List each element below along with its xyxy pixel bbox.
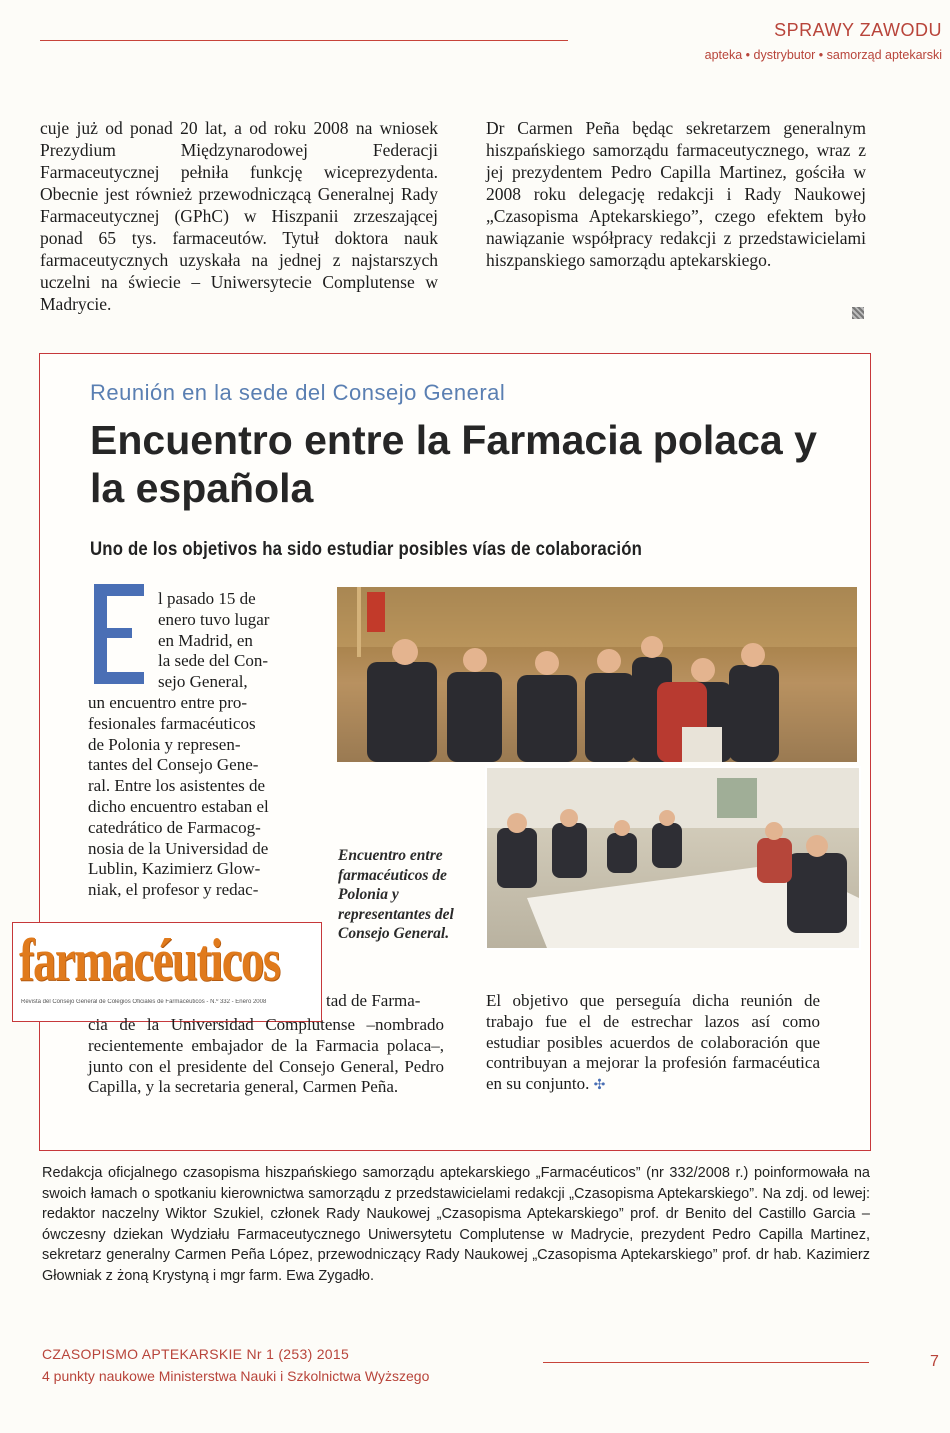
body-line: Lublin, Kazimierz Glow- xyxy=(88,859,261,879)
body-line: niak, el profesor y redac- xyxy=(88,880,259,900)
article-kicker: Reunión en la sede del Consejo General xyxy=(90,380,506,405)
intro-left-column: cuje już od ponad 20 lat, a od roku 2008 na wniosek Prezydium Międzynarodowej Federacji Farmaceutycznej pełniła funkcję wiceprezydenta. Obecnie jest również przewodniczącą Generalnej Rady Farmaceutycznej (GPhC) w Hiszpanii zrzeszającej ponad 65 tys. farmaceutów. Tytuł doktora nauk farmaceutycznych uzyskała na jednej z najstarszych uczelni na świecie – Uniwersytecie Complutense w Madrycie. xyxy=(40,118,438,314)
group-photo xyxy=(337,587,857,762)
footer-rule xyxy=(543,1362,869,1363)
meeting-photo-figures xyxy=(487,768,859,948)
body-line: fesionales farmacéuticos xyxy=(88,713,256,733)
body-line: catedrático de Farmacog- xyxy=(88,817,261,837)
intro-right-column: Dr Carmen Peña będąc sekretarzem generalnym hiszpańskiego samorządu farmaceutycznego, wraz z jej prezydentem Pedro Capilla Martinez, gościła w 2008 roku delegację redakcji i Rady Naukowej „Czasopisma Aptekarskiego”, czego efektem było nawiązanie współpracy redakcji z przedstawicielami hiszpanskiego samorządu aptekarskiego. xyxy=(486,118,866,270)
body-line: tantes del Consejo Gene- xyxy=(88,755,259,775)
masthead-title: farmacéuticos xyxy=(19,927,280,993)
body-line: un encuentro entre pro- xyxy=(88,692,248,712)
photo-description: Redakcja oficjalnego czasopisma hiszpańskiego samorządu aptekarskiego „Farmacéuticos” (nr 332/2008 r.) poinformowała na swoich łamach o spotkaniu kierownictwa samorządu z przedstawicielami redakcji „Czasopisma Aptekarskiego”. Na zdj. od lewej: redaktor naczelny Wiktor Szukiel, członek Rady Naukowej „Czasopisma Aptekarskiego” prof. dr Benito del Castillo Garcia – ówczesny dziekan Wydziału Farmaceutycznego Uniwersytetu Complutense w Madrycie, prezydent Pedro Capilla Martinez, sekretarz generalny Carmen Peña López, przewodniczący Rady Naukowej „Czasopisma Aptekarskiego” prof. dr hab. Kazimierz Głowniak z żoną Krystyną i mgr farm. Ewa Zygadło. xyxy=(42,1165,870,1284)
body-line: de Polonia y represen- xyxy=(88,734,241,754)
article-deck: Uno de los objetivos ha sido estudiar posibles vías de colaboración xyxy=(90,538,643,560)
group-photo-figures xyxy=(337,587,857,762)
body-line: ral. Entre los asistentes de xyxy=(88,776,266,796)
photo-caption: Encuentro entre farmacéuticos de Polonia y representantes del Consejo General. xyxy=(338,847,454,942)
article-body-start xyxy=(88,589,303,901)
page-number: 7 xyxy=(930,1353,939,1370)
body-line: la sede del Con- xyxy=(158,651,268,671)
article-body-continued: cia de la Universidad Complutense –nombrado recientemente embajador de la Farmacia polaca–, junto con el presidente del Consejo General, Pedro Capilla, y la secretaria general, Carmen Peña. xyxy=(88,1015,444,1097)
body-line: sejo General, xyxy=(158,672,248,692)
body-line: enero tuvo lugar xyxy=(158,609,270,629)
end-ornament-icon: ✣ xyxy=(593,1078,606,1094)
body-line: dicho encuentro estaban el xyxy=(88,796,269,816)
meeting-photo xyxy=(485,766,861,950)
farmaceuticos-masthead xyxy=(12,922,322,1022)
closing-text: El objetivo que perseguía dicha reunión de trabajo fue el de estrechar lazos así como estudiar posibles acuerdos de colaboración que contribuyan a mejorar la profesión farmacéutica en su conjunto. xyxy=(486,991,820,1094)
masthead-subtitle: Revista del Consejo General de Colegios Oficiales de Farmacéuticos - N.º 332 - Enero 2008 xyxy=(21,999,267,1005)
section-tags: apteka • dystrybutor • samorząd aptekarski xyxy=(704,48,942,62)
section-title: SPRAWY ZAWODU xyxy=(774,20,942,40)
body-line: nosia de la Universidad de xyxy=(88,838,269,858)
article-closing xyxy=(486,991,820,1097)
end-square-icon xyxy=(852,307,864,319)
footer-journal: CZASOPISMO APTEKARSKIE Nr 1 (253) 2015 xyxy=(42,1346,350,1362)
body-line: l pasado 15 de xyxy=(158,589,256,608)
article-headline: Encuentro entre la Farmacia polaca y la española xyxy=(90,417,817,511)
footer-points: 4 punkty naukowe Ministerstwa Nauki i Szkolnictwa Wyższego xyxy=(42,1368,430,1384)
header-rule xyxy=(40,40,568,41)
body-fragment: tad de Farma- xyxy=(326,991,421,1010)
body-line: en Madrid, en xyxy=(158,630,253,650)
